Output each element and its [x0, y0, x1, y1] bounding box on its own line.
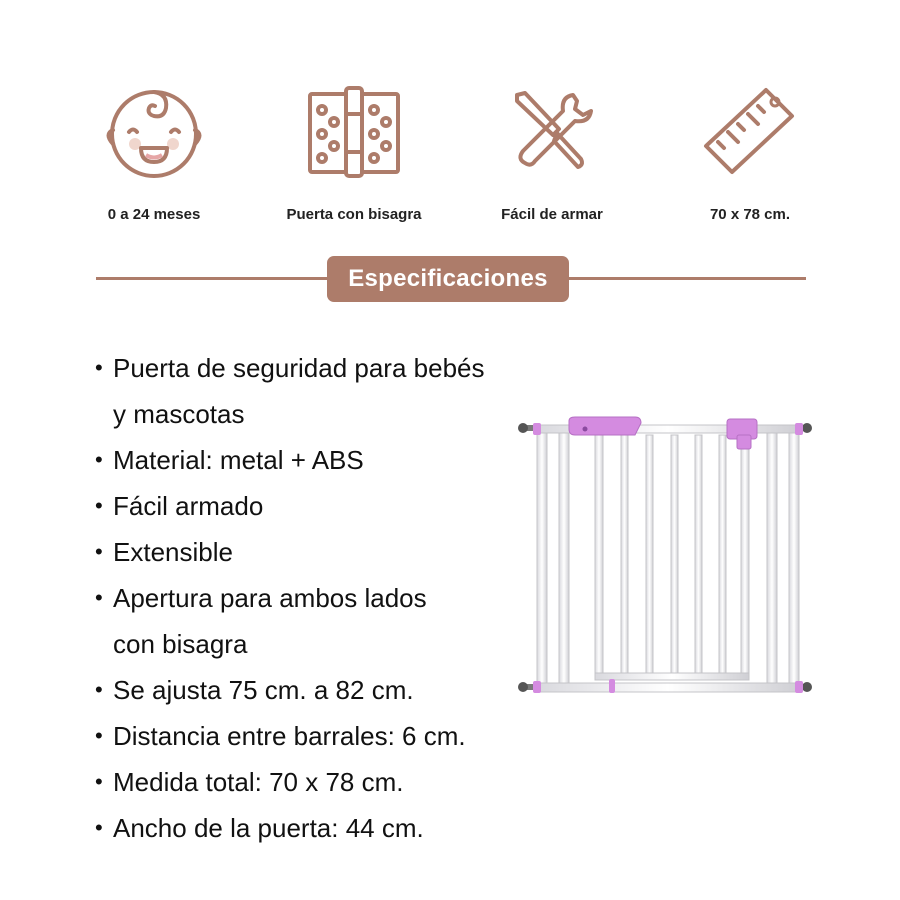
- divider-left: [96, 277, 336, 280]
- spec-item: • Fácil armado: [95, 483, 555, 529]
- spec-list: [95, 345, 555, 851]
- ruler-icon: [650, 82, 850, 182]
- feature-label: Fácil de armar: [501, 206, 603, 223]
- hinge-icon: [254, 82, 454, 182]
- feature-tools: [452, 82, 652, 223]
- baby-face-icon: [54, 82, 254, 182]
- spec-item: • Se ajusta 75 cm. a 82 cm.: [95, 667, 555, 713]
- divider-right: [562, 277, 806, 280]
- section-title: Especificaciones: [327, 256, 569, 302]
- feature-hinge: [254, 82, 454, 223]
- spec-item: • Ancho de la puerta: 44 cm.: [95, 805, 555, 851]
- spec-text: Puerta de seguridad para bebés: [113, 353, 485, 383]
- feature-label: 70 x 78 cm.: [709, 206, 791, 223]
- tools-icon: [452, 82, 652, 182]
- feature-size: [650, 82, 850, 223]
- spec-text: Apertura para ambos lados: [113, 583, 427, 613]
- spec-item: [95, 575, 555, 667]
- spec-item: • Extensible: [95, 529, 555, 575]
- safety-gate-image: [515, 405, 815, 710]
- spec-item: • Distancia entre barrales: 6 cm.: [95, 713, 555, 759]
- spec-item: • Medida total: 70 x 78 cm.: [95, 759, 555, 805]
- spec-item: • Material: metal + ABS: [95, 437, 555, 483]
- spec-text-continued: y mascotas: [113, 399, 245, 429]
- spec-item: [95, 345, 555, 437]
- feature-label: Puerta con bisagra: [286, 206, 422, 223]
- feature-age: [54, 82, 254, 223]
- feature-label: 0 a 24 meses: [107, 206, 201, 223]
- spec-text-continued: con bisagra: [113, 629, 248, 659]
